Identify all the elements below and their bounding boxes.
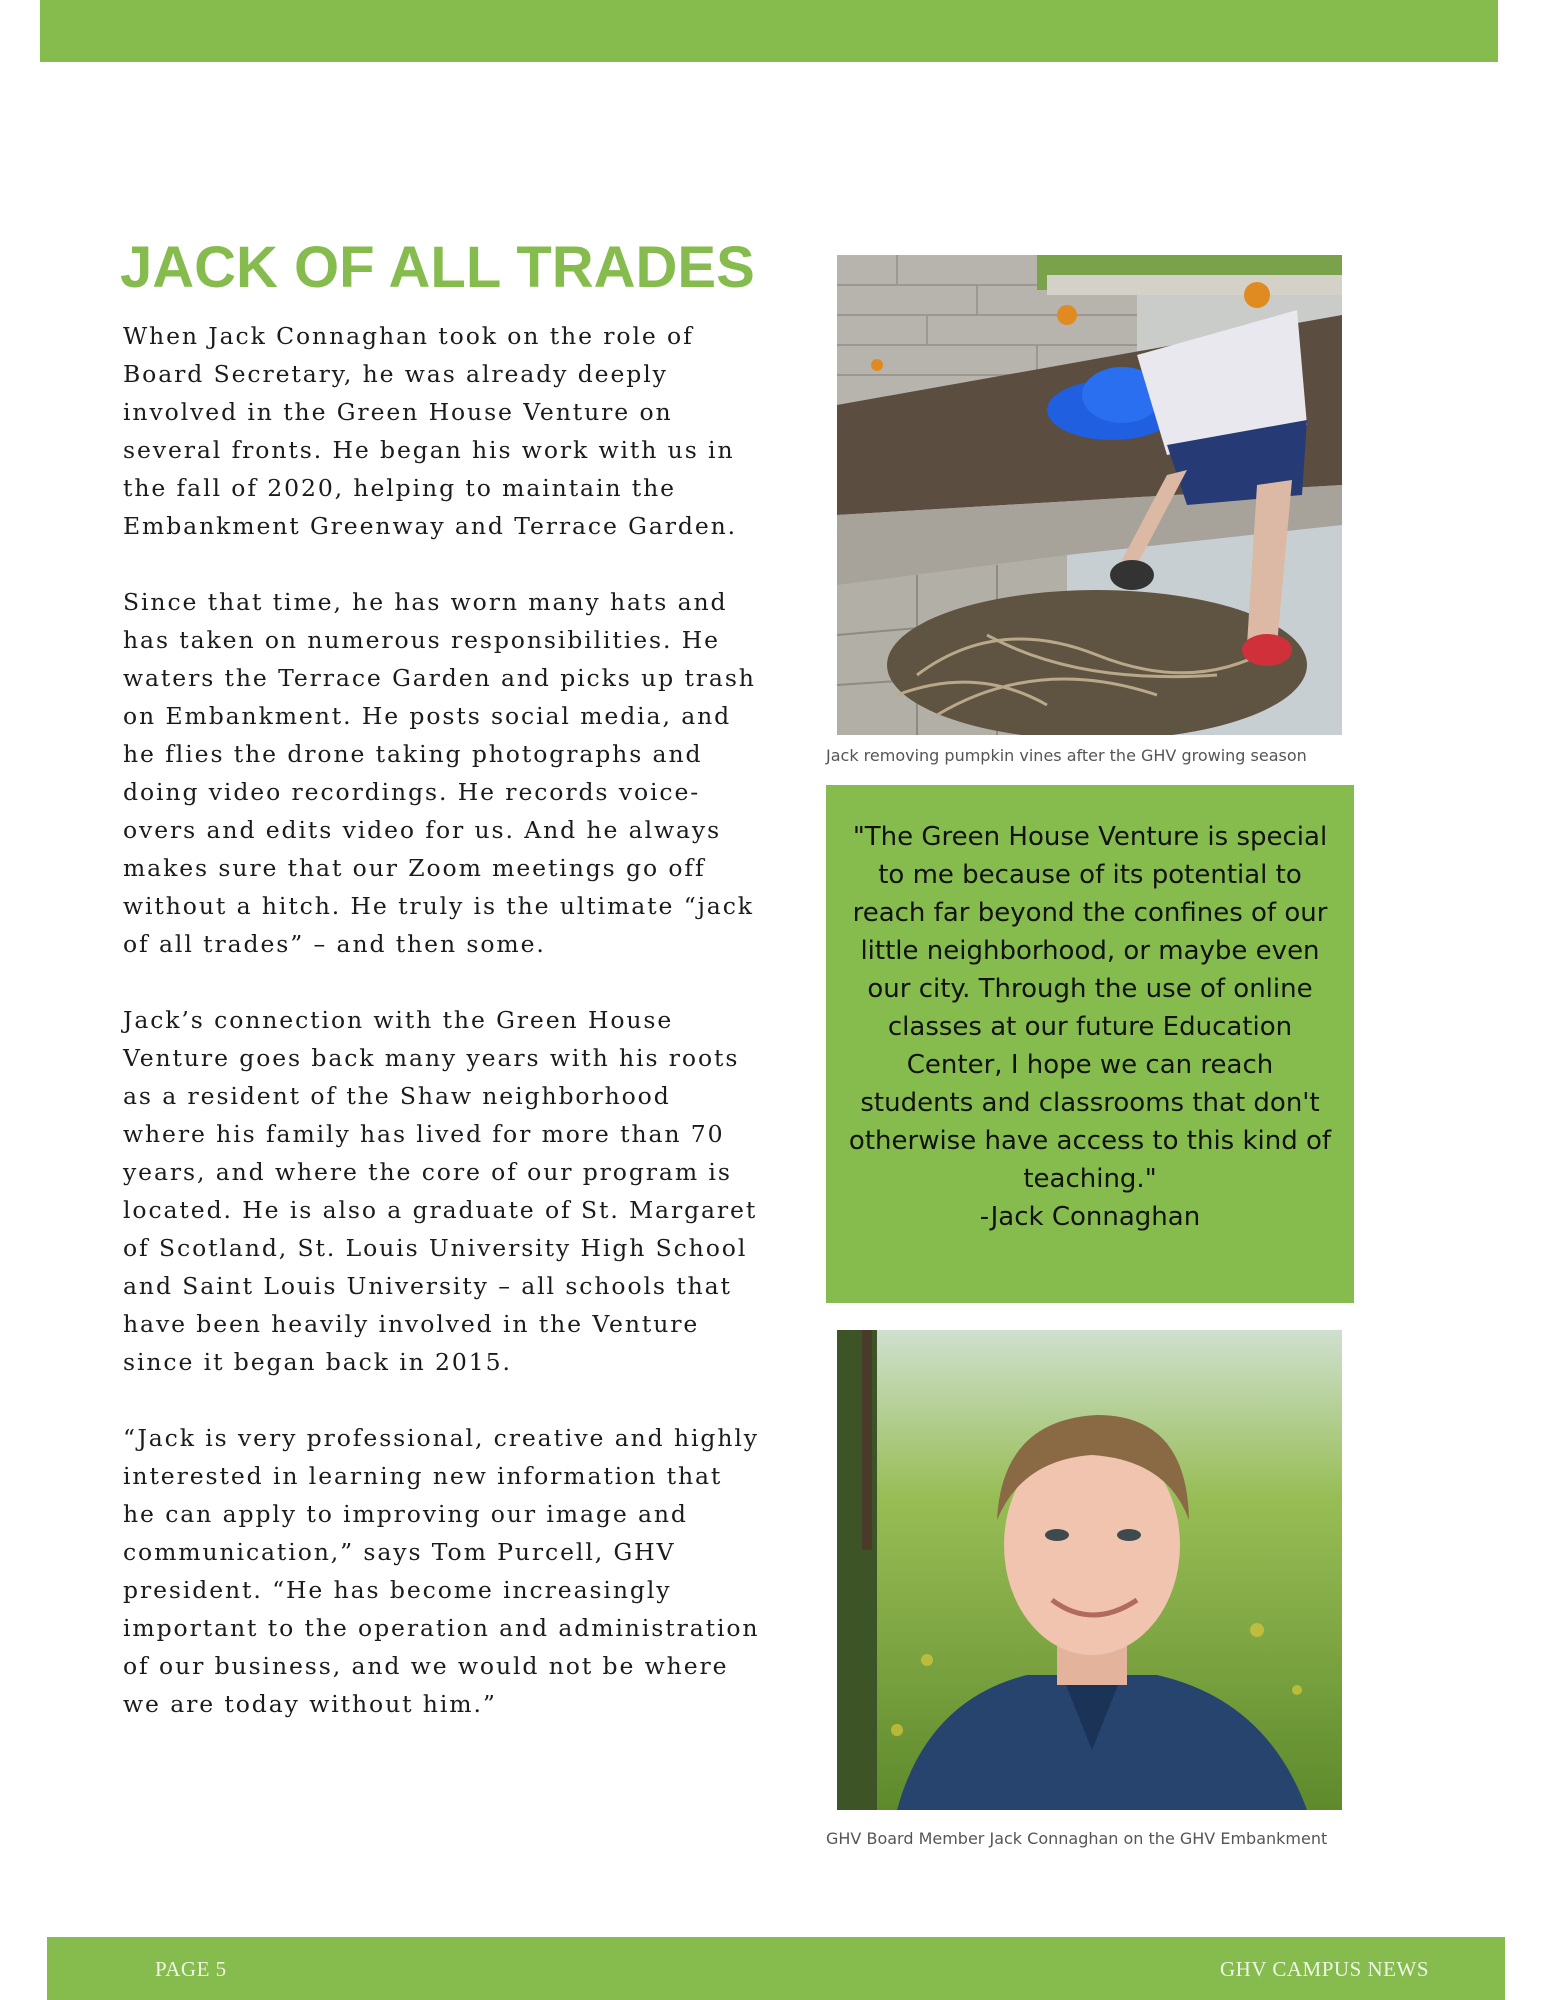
portrait-photo-illustration <box>837 1330 1342 1810</box>
work-photo-caption: Jack removing pumpkin vines after the GHV growing season <box>826 746 1307 765</box>
top-banner <box>40 0 1498 62</box>
pull-quote-attribution: -Jack Connaghan <box>979 1202 1201 1232</box>
article-paragraph: Since that time, he has worn many hats and has taken on numerous responsibilities. He waters the Terrace Garden and picks up trash on Embankment. He posts social media, and he flies the drone taking photographs and doing video recordings. He records voice-overs and edits video for us. And he always makes sure that our Zoom meetings go off without a hitch. He truly is the ultimate “jack of all trades” – and then some. <box>123 588 756 958</box>
pull-quote <box>826 785 1354 1303</box>
work-photo <box>837 255 1342 735</box>
page-number: PAGE 5 <box>155 1957 227 1981</box>
portrait-photo-caption: GHV Board Member Jack Connaghan on the GHV Embankment <box>826 1829 1328 1848</box>
publication-name: GHV CAMPUS NEWS <box>1220 1957 1429 1981</box>
article-paragraph: Jack’s connection with the Green House Venture goes back many years with his roots as a resident of the Shaw neighborhood where his family has lived for more than 70 years, and where the core of our program is located. He is also a graduate of St. Margaret of Scotland, St. Louis University High School and Saint Louis University – all schools that have been heavily involved in the Venture since it began back in 2015. <box>123 1006 758 1376</box>
pull-quote-text: "The Green House Venture is special to me because of its potential to reach far beyond the confines of our little neighborhood, or maybe even our city. Through the use of online classes at our future Education Center, I hope we can reach students and classrooms that don't otherwise have access to this kind of teaching." <box>848 822 1332 1194</box>
footer-bar <box>47 1937 1505 2000</box>
article-body <box>123 317 763 1761</box>
article-paragraph: When Jack Connaghan took on the role of Board Secretary, he was already deeply involved in the Green House Venture on several fronts. He began his work with us in the fall of 2020, helping to maintain the Embankment Greenway and Terrace Garden. <box>123 322 738 540</box>
work-photo-illustration <box>837 255 1342 735</box>
portrait-photo <box>837 1330 1342 1810</box>
article-title: JACK OF ALL TRADES <box>120 235 755 300</box>
article-paragraph: “Jack is very professional, creative and highly interested in learning new information that he can apply to improving our image and communication,” says Tom Purcell, GHV president. “He has become increasingly important to the operation and administration of our business, and we would not be where we are today without him.” <box>123 1424 760 1718</box>
